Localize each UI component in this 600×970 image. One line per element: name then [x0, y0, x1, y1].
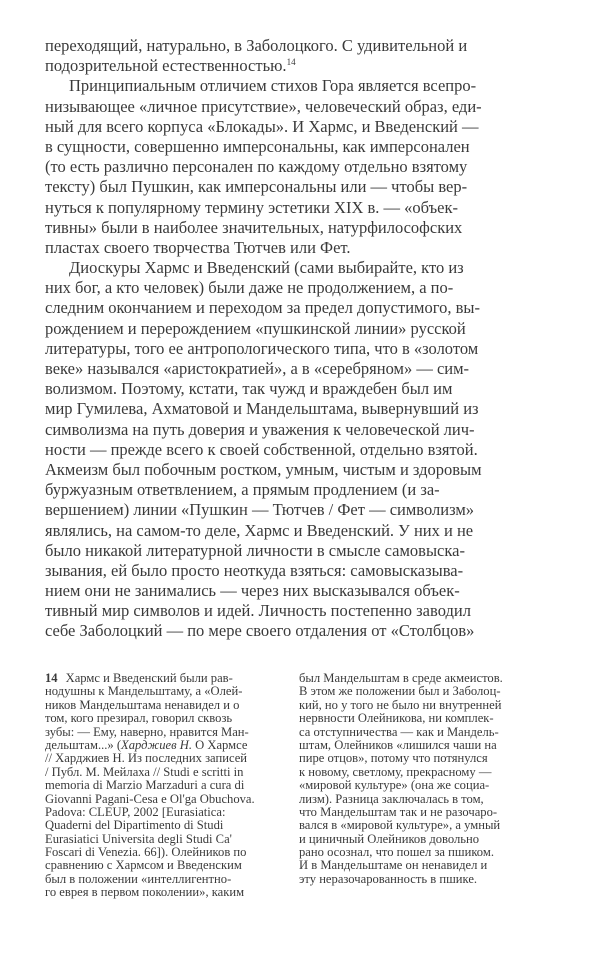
- footnote-line: что Мандельштам так и не разочаро-: [299, 804, 498, 819]
- text-line: переходящий, натурально, в Заболоцкого. С удивительной и: [45, 36, 468, 55]
- text-line: мир Гумилева, Ахматовой и Мандельштама, вывернувший из: [45, 399, 479, 419]
- footnote-line: «мировой культуре» (она же социа-: [299, 778, 490, 793]
- footnote-right-column: [299, 672, 549, 886]
- footnote-line: / Публ. М. Мейлаха // Studi e scritti in: [45, 764, 244, 779]
- author-italic: Харджиев Н.: [121, 737, 192, 752]
- text-line: вершением) линии «Пушкин — Тютчев / Фет — символизм»: [45, 500, 475, 520]
- footnote-line: сравнению с Хармсом и Введенским: [45, 858, 242, 873]
- text-line: буржуазным ответвлением, а прямым продлением (и за-: [45, 480, 440, 500]
- footnote-line: ников Мандельштама ненавидел и о: [45, 697, 240, 712]
- footnote-line: В этом же положении был и Заболоц-: [299, 684, 501, 699]
- text-line: Акмеизм был побочным ростком, умным, чистым и здоровым: [45, 459, 482, 479]
- footnote-line: Eurasiatici Universita degli Studi Ca': [45, 831, 232, 846]
- text-line: пластах своего творчества Тютчев или Фет.: [45, 237, 351, 257]
- footnote-ref[interactable]: 14: [286, 57, 296, 68]
- footnote-line: пире отцов», потому что потянулся: [299, 751, 488, 766]
- text-line: низывающее «личное присутствие», человеческий образ, еди-: [45, 96, 482, 116]
- footnote-line: и циничный Олейников довольно: [299, 831, 480, 846]
- footnote-line: [45, 672, 290, 685]
- footnote-line: И в Мандельштаме он ненавидел и: [299, 858, 488, 873]
- footnote-line: вался в «мировой культуре», а умный: [299, 818, 501, 833]
- footnote-line: был Мандельштам в среде акмеистов.: [299, 671, 503, 685]
- footnote-line: нодушны к Мандельштаму, а «Олей-: [45, 684, 243, 699]
- text-span: Хармс и Введенский были рав-: [65, 671, 233, 685]
- footnote-left-column: [45, 672, 290, 900]
- text-line: ный для всего корпуса «Блокады». И Хармс, и Введенский —: [45, 116, 479, 136]
- footnote-line: го еврея в первом поколении», каким: [45, 885, 245, 900]
- footnote-line: лизм). Разница заключалась в том,: [299, 791, 484, 806]
- footnote-line: эту неразочарованность в пшике.: [299, 871, 478, 886]
- text-span: дельштам...» (: [45, 737, 122, 752]
- text-line: веке» назывался «аристократией», а в «серебряном» — сим-: [45, 359, 470, 378]
- text-line: тивный мир символов и идей. Личность постепенно заводил: [45, 601, 471, 621]
- footnote-line: том, кого презирал, говорил сквозь: [45, 711, 233, 726]
- text-line: символизма на путь доверия и уважения к человеческой лич-: [45, 419, 475, 439]
- footnote-line: Giovanni Pagani-Cesa e Ol'ga Obuchova.: [45, 791, 255, 806]
- text-line: нуться к популярному термину эстетики XIX в. — «объек-: [45, 197, 459, 217]
- footnote-line: нервности Олейникова, ни комплек-: [299, 711, 494, 726]
- text-line: нием они не занимались — через них высказывался объек-: [45, 581, 460, 601]
- text-line: являлись, на самом-то деле, Хармс и Введенский. У них и не: [45, 520, 474, 540]
- text-line: литературы, того ее антропологического типа, что в «золотом: [45, 338, 479, 358]
- footnote-line: memoria di Marzio Marzaduri a cura di: [45, 778, 245, 793]
- text-line: тивны» были в наиболее значительных, натурфилософских: [45, 217, 463, 237]
- text-line: Принципиальным отличием стихов Гора является всепро-: [69, 76, 477, 96]
- text-line: волизмом. Поэтому, кстати, так чужд и враждебен был им: [45, 379, 453, 399]
- footnote-line: Padova: CLEUP, 2002 [Eurasiatica:: [45, 804, 226, 819]
- text-line: (то есть различно персонален по каждому отдельно взятому: [45, 157, 468, 177]
- text-line: было никакой литературной личности в смысле самовыска-: [45, 540, 465, 560]
- footnote-line: штам, Олейников «лишился чаши на: [299, 737, 497, 752]
- text-line: них бог, а кто человек) были даже не продолжением, а по-: [45, 278, 454, 298]
- text-span: О Хармсе: [191, 737, 248, 752]
- text-line: Диоскуры Хармс и Введенский (сами выбирайте, кто из: [69, 258, 464, 278]
- text-line: себе Заболоцкий — по мере своего отдаления от «Столбцов»: [45, 621, 475, 641]
- text-line: тексту) был Пушкин, как имперсональны или — чтобы вер-: [45, 177, 468, 197]
- text-line: рождением и перерождением «пушкинской линии» русской: [45, 318, 466, 338]
- text-line: в сущности, совершенно имперсональны, как имперсонален: [45, 136, 470, 156]
- text-line: ности — прежде всего к своей собственной, отдельно взятой.: [45, 439, 478, 459]
- footnote-line: кий, но у того не было ни внутренней: [299, 697, 502, 712]
- text-span: подозрительной естественностью.: [45, 56, 287, 76]
- text-line: [45, 56, 555, 76]
- text-line: следним окончанием и переходом за предел допустимого, вы-: [45, 298, 480, 318]
- main-text: [45, 36, 555, 642]
- footnote-line: // Харджиев Н. Из последних записей: [45, 751, 248, 766]
- footnote-line: рано осознал, что пошел за пшиком.: [299, 845, 494, 860]
- footnote-number: 14: [45, 671, 58, 685]
- footnote-line: зубы: — Ему, наверно, нравится Ман-: [45, 724, 249, 739]
- footnote-line: [45, 739, 290, 752]
- text-line: зывания, ей было просто неоткуда взяться: самовысказыва-: [45, 560, 464, 580]
- footnote-line: Quaderni del Dipartimento di Studi: [45, 818, 224, 833]
- footnote-line: Foscari di Venezia. 66]). Олейников по: [45, 845, 247, 860]
- footnote-line: был в положении «интеллигентно-: [45, 871, 232, 886]
- footnote-line: са отступничества — как и Мандель-: [299, 724, 499, 739]
- footnote-line: к новому, светлому, прекрасному —: [299, 764, 492, 779]
